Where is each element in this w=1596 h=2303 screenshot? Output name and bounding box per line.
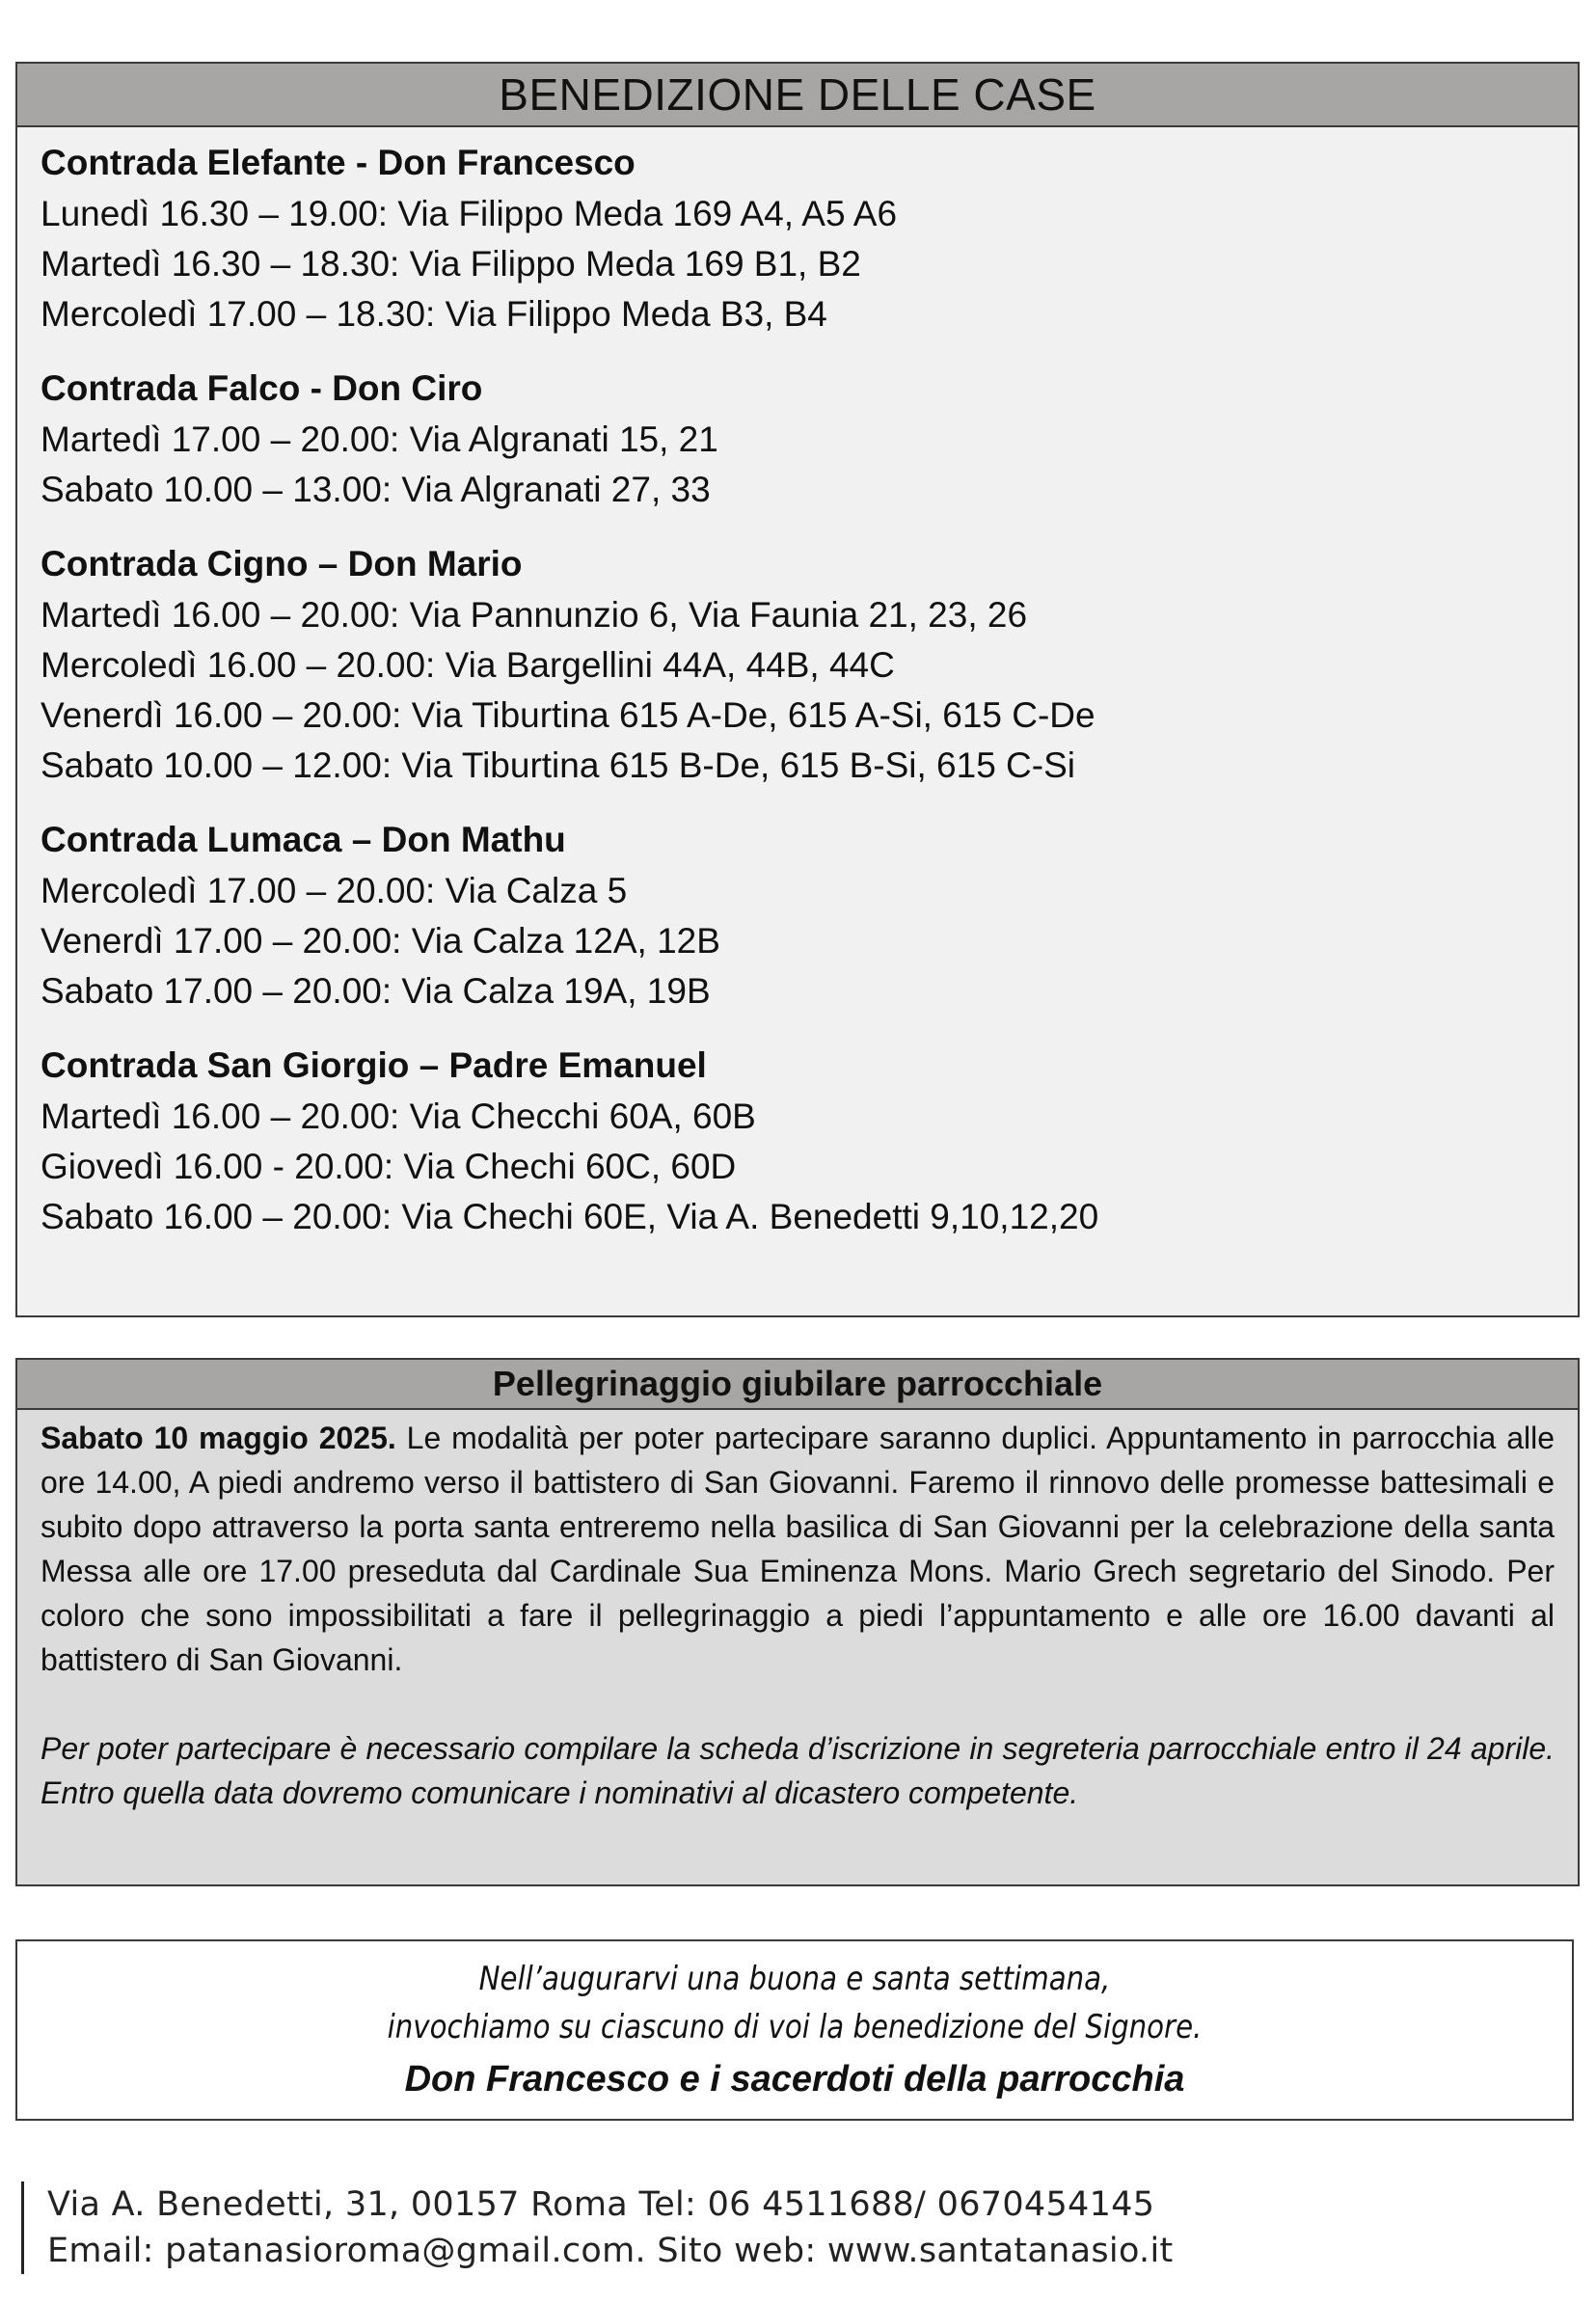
schedule-line: Sabato 10.00 – 13.00: Via Algranati 27, 33 [41,470,711,509]
benedizione-title: BENEDIZIONE DELLE CASE [17,64,1578,127]
schedule-line: Lunedì 16.30 – 19.00: Via Filippo Meda 169 A4, A5 A6 [41,194,898,233]
contrada-title: Contrada Cigno – Don Mario [41,544,523,583]
contrada-falco [41,363,1578,515]
contrada-title: Contrada Lumaca – Don Mathu [41,820,566,859]
footer-contact: Email: patanasioroma@gmail.com. Sito web: www.santatanasio.it [47,2232,1174,2270]
schedule-line: Venerdì 17.00 – 20.00: Via Calza 12A, 12B [41,921,720,961]
schedule-line: Martedì 16.00 – 20.00: Via Checchi 60A, 60B [41,1097,756,1136]
schedule-line: Mercoledì 16.00 – 20.00: Via Bargellini 44A, 44B, 44C [41,645,895,685]
benedizione-content [17,127,1578,1242]
schedule-line: Sabato 10.00 – 12.00: Via Tiburtina 615 B-De, 615 B-Si, 615 C-Si [41,745,1075,785]
schedule-line: Mercoledì 17.00 – 20.00: Via Calza 5 [41,871,628,910]
contrada-title: Contrada San Giorgio – Padre Emanuel [41,1045,707,1085]
footer [21,2181,1174,2274]
contrada-elefante [41,137,1578,339]
pellegrinaggio-content [17,1410,1578,1815]
contrada-lumaca [41,814,1578,1016]
schedule-line: Mercoledì 17.00 – 18.30: Via Filippo Meda B3, B4 [41,294,827,334]
schedule-line: Sabato 16.00 – 20.00: Via Chechi 60E, Via A. Benedetti 9,10,12,20 [41,1197,1099,1236]
pellegrinaggio-paragraph [41,1416,1555,1682]
schedule-line: Sabato 17.00 – 20.00: Via Calza 19A, 19B [41,971,711,1011]
saluto-line-2: invochiamo su ciascuno di voi la benedizione del Signore. [387,2008,1203,2046]
footer-address: Via A. Benedetti, 31, 00157 Roma Tel: 06 4511688/ 0670454145 [47,2185,1155,2224]
saluto-line-1: Nell’augurarvi una buona e santa settimana, [478,1960,1111,1998]
benedizione-section [15,62,1580,1317]
schedule-line: Martedì 16.30 – 18.30: Via Filippo Meda 169 B1, B2 [41,244,861,284]
contrada-san-giorgio [41,1040,1578,1242]
contrada-title: Contrada Elefante - Don Francesco [41,143,636,182]
saluto-signature: Don Francesco e i sacerdoti della parrocchia [404,2059,1185,2100]
saluto-box [15,1939,1574,2121]
schedule-line: Martedì 17.00 – 20.00: Via Algranati 15, 21 [41,420,718,459]
pellegrinaggio-date: Sabato 10 maggio 2025. [41,1421,396,1455]
pellegrinaggio-body: Le modalità per poter partecipare saranno duplici. Appuntamento in parrocchia alle ore 14.00, A piedi andremo verso il battistero di San Giovanni. Faremo il rinnovo delle promesse battesimali e subito dopo attraverso la porta santa entreremo nella basilica di San Giovanni per la celebrazione della santa Messa alle ore 17.00 preseduta dal Cardinale Sua Eminenza Mons. Mario Grech segretario del Sinodo. Per coloro che sono impossibilitati a fare il pellegrinaggio a piedi l’appuntamento e alle ore 16.00 davanti al battistero di San Giovanni. [41,1421,1555,1677]
contrada-title: Contrada Falco - Don Ciro [41,368,483,408]
schedule-line: Giovedì 16.00 - 20.00: Via Chechi 60C, 60D [41,1147,737,1186]
pellegrinaggio-note: Per poter partecipare è necessario compilare la scheda d’iscrizione in segreteria parrocchiale entro il 24 aprile. Entro quella data dovremo comunicare i nominativi al dicastero competente. [41,1731,1555,1810]
schedule-line: Martedì 16.00 – 20.00: Via Pannunzio 6, Via Faunia 21, 23, 26 [41,595,1028,635]
pellegrinaggio-title: Pellegrinaggio giubilare parrocchiale [17,1360,1578,1410]
schedule-line: Venerdì 16.00 – 20.00: Via Tiburtina 615 A-De, 615 A-Si, 615 C-De [41,695,1096,735]
pellegrinaggio-section [15,1358,1580,1886]
contrada-cigno [41,538,1578,791]
